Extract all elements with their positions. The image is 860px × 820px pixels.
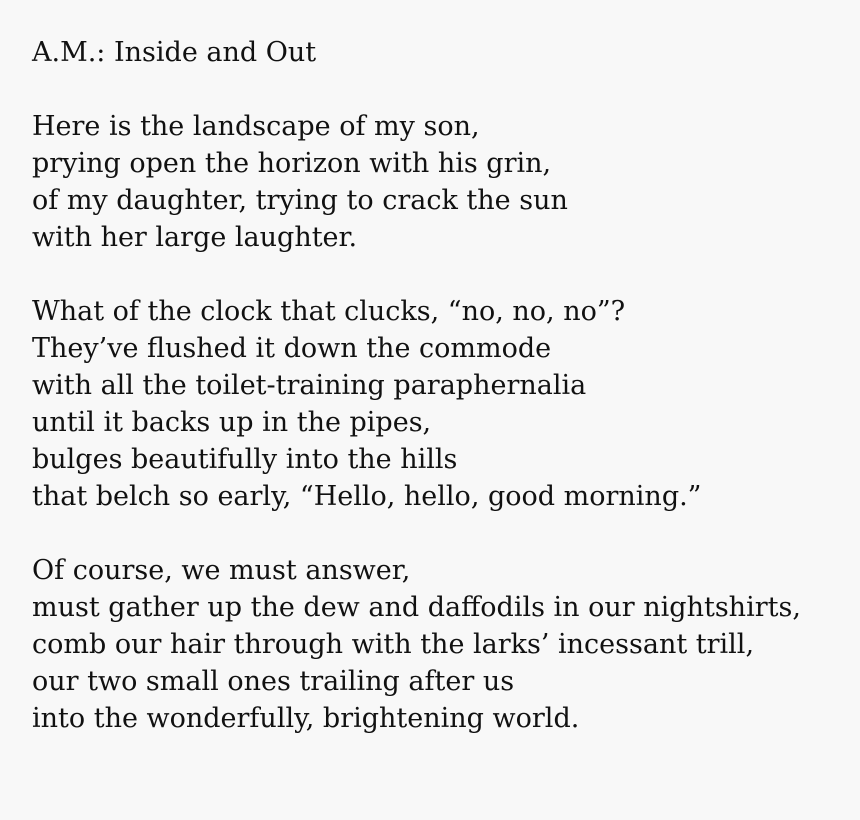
poem-line: must gather up the dew and daffodils in our nightshirts,: [32, 592, 801, 623]
poem-line: Here is the landscape of my son,: [32, 111, 480, 142]
poem-line: our two small ones trailing after us: [32, 666, 515, 697]
poem-line: What of the clock that clucks, “no, no, no”?: [32, 296, 626, 327]
poem-line: into the wonderfully, brightening world.: [32, 703, 580, 734]
poem-line: bulges beautifully into the hills: [32, 444, 458, 475]
stanza-3: [32, 552, 860, 737]
poem-line: that belch so early, “Hello, hello, good morning.”: [32, 481, 702, 512]
poem-line: with all the toilet-training paraphernalia: [32, 370, 587, 401]
poem-line: They’ve flushed it down the commode: [32, 333, 552, 364]
stanza-1: [32, 108, 860, 256]
poem-line: with her large laughter.: [32, 222, 358, 253]
poem-line: until it backs up in the pipes,: [32, 407, 432, 438]
stanza-2: [32, 293, 860, 515]
poem-line: prying open the horizon with his grin,: [32, 148, 552, 179]
poem-line: of my daughter, trying to crack the sun: [32, 185, 568, 216]
poem-line: comb our hair through with the larks’ incessant trill,: [32, 629, 755, 660]
poem-line: Of course, we must answer,: [32, 555, 411, 586]
poem-title: A.M.: Inside and Out: [32, 37, 317, 68]
